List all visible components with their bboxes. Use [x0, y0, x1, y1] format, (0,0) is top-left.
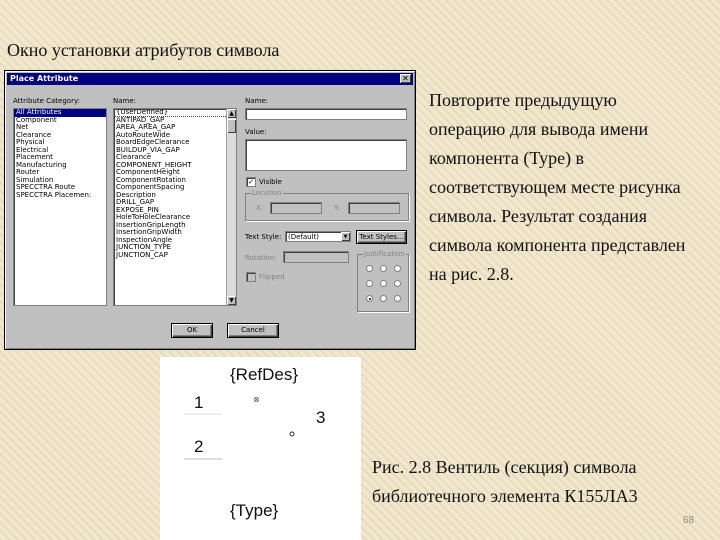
- rotation-field[interactable]: [283, 251, 349, 263]
- visible-checkbox[interactable]: ✓: [246, 177, 256, 187]
- y-label: Y:: [334, 204, 340, 212]
- gate-symbol-figure: [160, 357, 361, 540]
- slide-title: Окно установки атрибутов символа: [7, 40, 280, 60]
- attribute-category-label: Attribute Category:: [13, 97, 80, 105]
- chevron-down-icon[interactable]: ▼: [341, 232, 350, 241]
- location-group: [245, 189, 409, 221]
- justify-bottom-left-radio[interactable]: [366, 295, 373, 302]
- justify-bottom-center-radio[interactable]: [380, 295, 387, 302]
- attribute-category-list[interactable]: [13, 108, 107, 306]
- dialog-title: Place Attribute: [10, 74, 79, 83]
- value-label: Value:: [245, 128, 267, 136]
- name-item[interactable]: JUNCTION_TYPE: [116, 243, 172, 251]
- name-item[interactable]: InspectionAngle: [116, 235, 173, 244]
- name-item[interactable]: BUILDUP_VIA_GAP: [116, 145, 180, 154]
- type-attribute: {Type}: [230, 501, 279, 520]
- justification-label: Justification: [364, 250, 405, 258]
- instruction-text: Повторите предыдущую операцию для вывода имени компонента (Type) в соответствующем месте рисунка символа. Результат создания символа компонента представлен на рис. 2.8.: [429, 90, 686, 284]
- justify-top-left-radio[interactable]: [366, 265, 373, 272]
- page-number: 68: [683, 515, 695, 526]
- category-item[interactable]: SPECCTRA Placemen:: [16, 190, 92, 199]
- ok-button[interactable]: OK: [171, 323, 213, 338]
- name-item[interactable]: HoleToHoleClearance: [116, 213, 191, 221]
- close-button[interactable]: ✕: [400, 74, 411, 83]
- justify-top-right-radio[interactable]: [394, 265, 401, 272]
- name-item[interactable]: InsertionGripLength: [116, 220, 186, 229]
- value-field[interactable]: [245, 139, 407, 171]
- name-item[interactable]: {UserDefined}: [114, 109, 236, 117]
- category-item[interactable]: Router: [16, 168, 40, 176]
- text-style-label: Text Style:: [245, 233, 282, 241]
- name-item[interactable]: AREA_AREA_GAP: [116, 123, 176, 131]
- category-item[interactable]: Placement: [16, 153, 53, 161]
- name-item[interactable]: ComponentSpacing: [116, 183, 185, 191]
- justify-middle-right-radio[interactable]: [394, 280, 401, 287]
- scroll-up-icon[interactable]: ▲: [227, 109, 236, 118]
- justify-top-center-radio[interactable]: [380, 265, 387, 272]
- name-item[interactable]: EXPOSE_PIN: [116, 205, 159, 214]
- name-item[interactable]: InsertionGripWidth: [116, 228, 182, 236]
- scroll-thumb[interactable]: [227, 119, 236, 133]
- name-item[interactable]: AutoRouteWide: [116, 130, 171, 139]
- text-style-value: (Default): [288, 233, 320, 241]
- category-item[interactable]: Physical: [16, 138, 45, 146]
- rotation-label: Rotation:: [245, 254, 277, 262]
- category-item[interactable]: All Attributes: [14, 109, 106, 117]
- category-item[interactable]: Component: [16, 115, 57, 124]
- category-item[interactable]: Clearance: [16, 130, 52, 139]
- name-item[interactable]: ComponentRotation: [116, 175, 186, 184]
- name-item[interactable]: BoardEdgeClearance: [116, 138, 190, 146]
- name-item[interactable]: COMPONENT_HEIGHT: [116, 160, 192, 169]
- x-field[interactable]: [270, 202, 322, 214]
- name-item[interactable]: DRILL_GAP: [116, 198, 155, 206]
- visible-label: Visible: [259, 178, 282, 186]
- name-item[interactable]: ComponentHeight: [116, 168, 180, 176]
- text-styles-button[interactable]: Text Styles...: [356, 230, 407, 244]
- category-item[interactable]: SPECCTRA Route: [16, 183, 76, 191]
- justification-group: [357, 250, 409, 312]
- text-style-select[interactable]: [285, 231, 351, 242]
- y-field[interactable]: [348, 202, 400, 214]
- name-list-label: Name:: [113, 97, 137, 105]
- name-field-label: Name:: [245, 97, 269, 105]
- name-item[interactable]: Description: [116, 190, 156, 199]
- name-item[interactable]: ANTIPAD_GAP: [116, 115, 165, 124]
- place-attribute-dialog: [4, 70, 416, 350]
- name-field[interactable]: [245, 108, 407, 120]
- scroll-down-icon[interactable]: ▼: [227, 296, 236, 305]
- category-item[interactable]: Electrical: [16, 145, 49, 154]
- origin-marker: ⊗: [253, 395, 260, 404]
- attribute-name-list[interactable]: [113, 108, 237, 306]
- location-label: Location: [252, 189, 282, 197]
- justify-middle-center-radio[interactable]: [380, 280, 387, 287]
- name-item[interactable]: Clearance: [116, 153, 152, 161]
- category-item[interactable]: Net: [16, 123, 29, 131]
- category-item[interactable]: Simulation: [16, 175, 54, 184]
- flipped-label: Flipped: [259, 273, 285, 281]
- justify-bottom-right-radio[interactable]: [394, 295, 401, 302]
- x-label: X:: [256, 204, 264, 212]
- figure-caption: Рис. 2.8 Вентиль (секция) символа библиотечного элемента К155ЛА3: [372, 457, 638, 506]
- cancel-button[interactable]: Cancel: [227, 323, 279, 338]
- name-list-scrollbar[interactable]: [226, 109, 236, 305]
- flipped-checkbox[interactable]: [246, 272, 256, 282]
- pin-2-number: 2: [194, 437, 204, 456]
- pin-3-number: 3: [316, 408, 326, 427]
- pin-1-number: 1: [194, 393, 204, 412]
- justify-middle-left-radio[interactable]: [366, 280, 373, 287]
- refdes-attribute: {RefDes}: [230, 365, 299, 384]
- name-item[interactable]: JUNCTION_CAP: [116, 250, 168, 259]
- inversion-bubble: [290, 432, 294, 436]
- category-item[interactable]: Manufacturing: [16, 160, 67, 169]
- dialog-titlebar[interactable]: [7, 73, 413, 85]
